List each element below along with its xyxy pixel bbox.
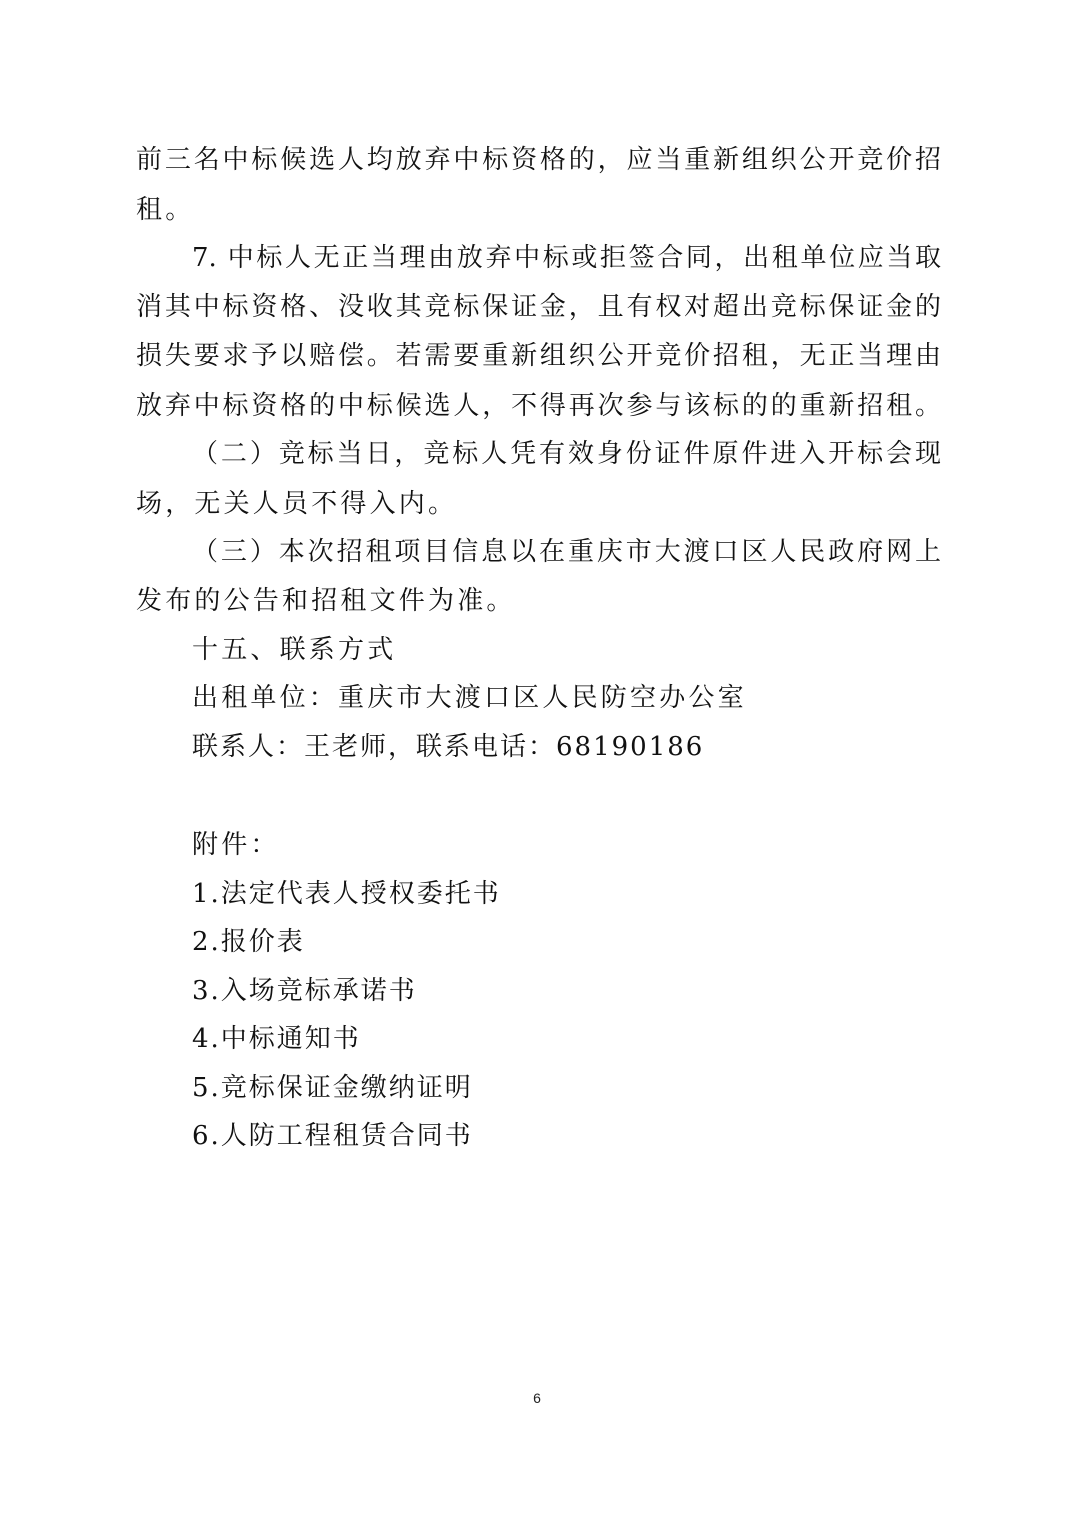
attachment-item: 2.报价表 <box>192 927 305 957</box>
section-heading: 十五、联系方式 <box>192 635 397 665</box>
attachment-item: 5.竞标保证金缴纳证明 <box>192 1073 473 1103</box>
body-line: 损失要求予以赔偿。若需要重新组织公开竞价招租，无正当理由 <box>136 341 941 371</box>
contact-unit: 出租单位：重庆市大渡口区人民防空办公室 <box>192 683 747 713</box>
body-line: 租。 <box>136 195 195 225</box>
attachments-heading: 附件： <box>192 830 280 860</box>
body-line: 放弃中标资格的中标候选人，不得再次参与该标的的重新招租。 <box>136 391 941 421</box>
attachment-item: 1.法定代表人授权委托书 <box>192 879 501 909</box>
body-line: （二）竞标当日，竞标人凭有效身份证件原件进入开标会现 <box>192 439 941 469</box>
body-line: 发布的公告和招租文件为准。 <box>136 586 516 616</box>
body-line: 前三名中标候选人均放弃中标资格的，应当重新组织公开竞价招 <box>136 145 941 175</box>
page-number: 6 <box>533 1390 541 1406</box>
attachment-item: 6.人防工程租赁合同书 <box>192 1121 473 1151</box>
body-line: 7. 中标人无正当理由放弃中标或拒签合同，出租单位应当取 <box>192 243 941 273</box>
attachment-item: 4.中标通知书 <box>192 1024 361 1054</box>
contact-person: 联系人：王老师，联系电话：68190186 <box>192 732 705 762</box>
body-line: 场，无关人员不得入内。 <box>136 489 458 519</box>
attachment-item: 3.入场竞标承诺书 <box>192 976 417 1006</box>
body-line: 消其中标资格、没收其竞标保证金，且有权对超出竞标保证金的 <box>136 292 941 322</box>
body-line: （三）本次招租项目信息以在重庆市大渡口区人民政府网上 <box>192 537 941 567</box>
